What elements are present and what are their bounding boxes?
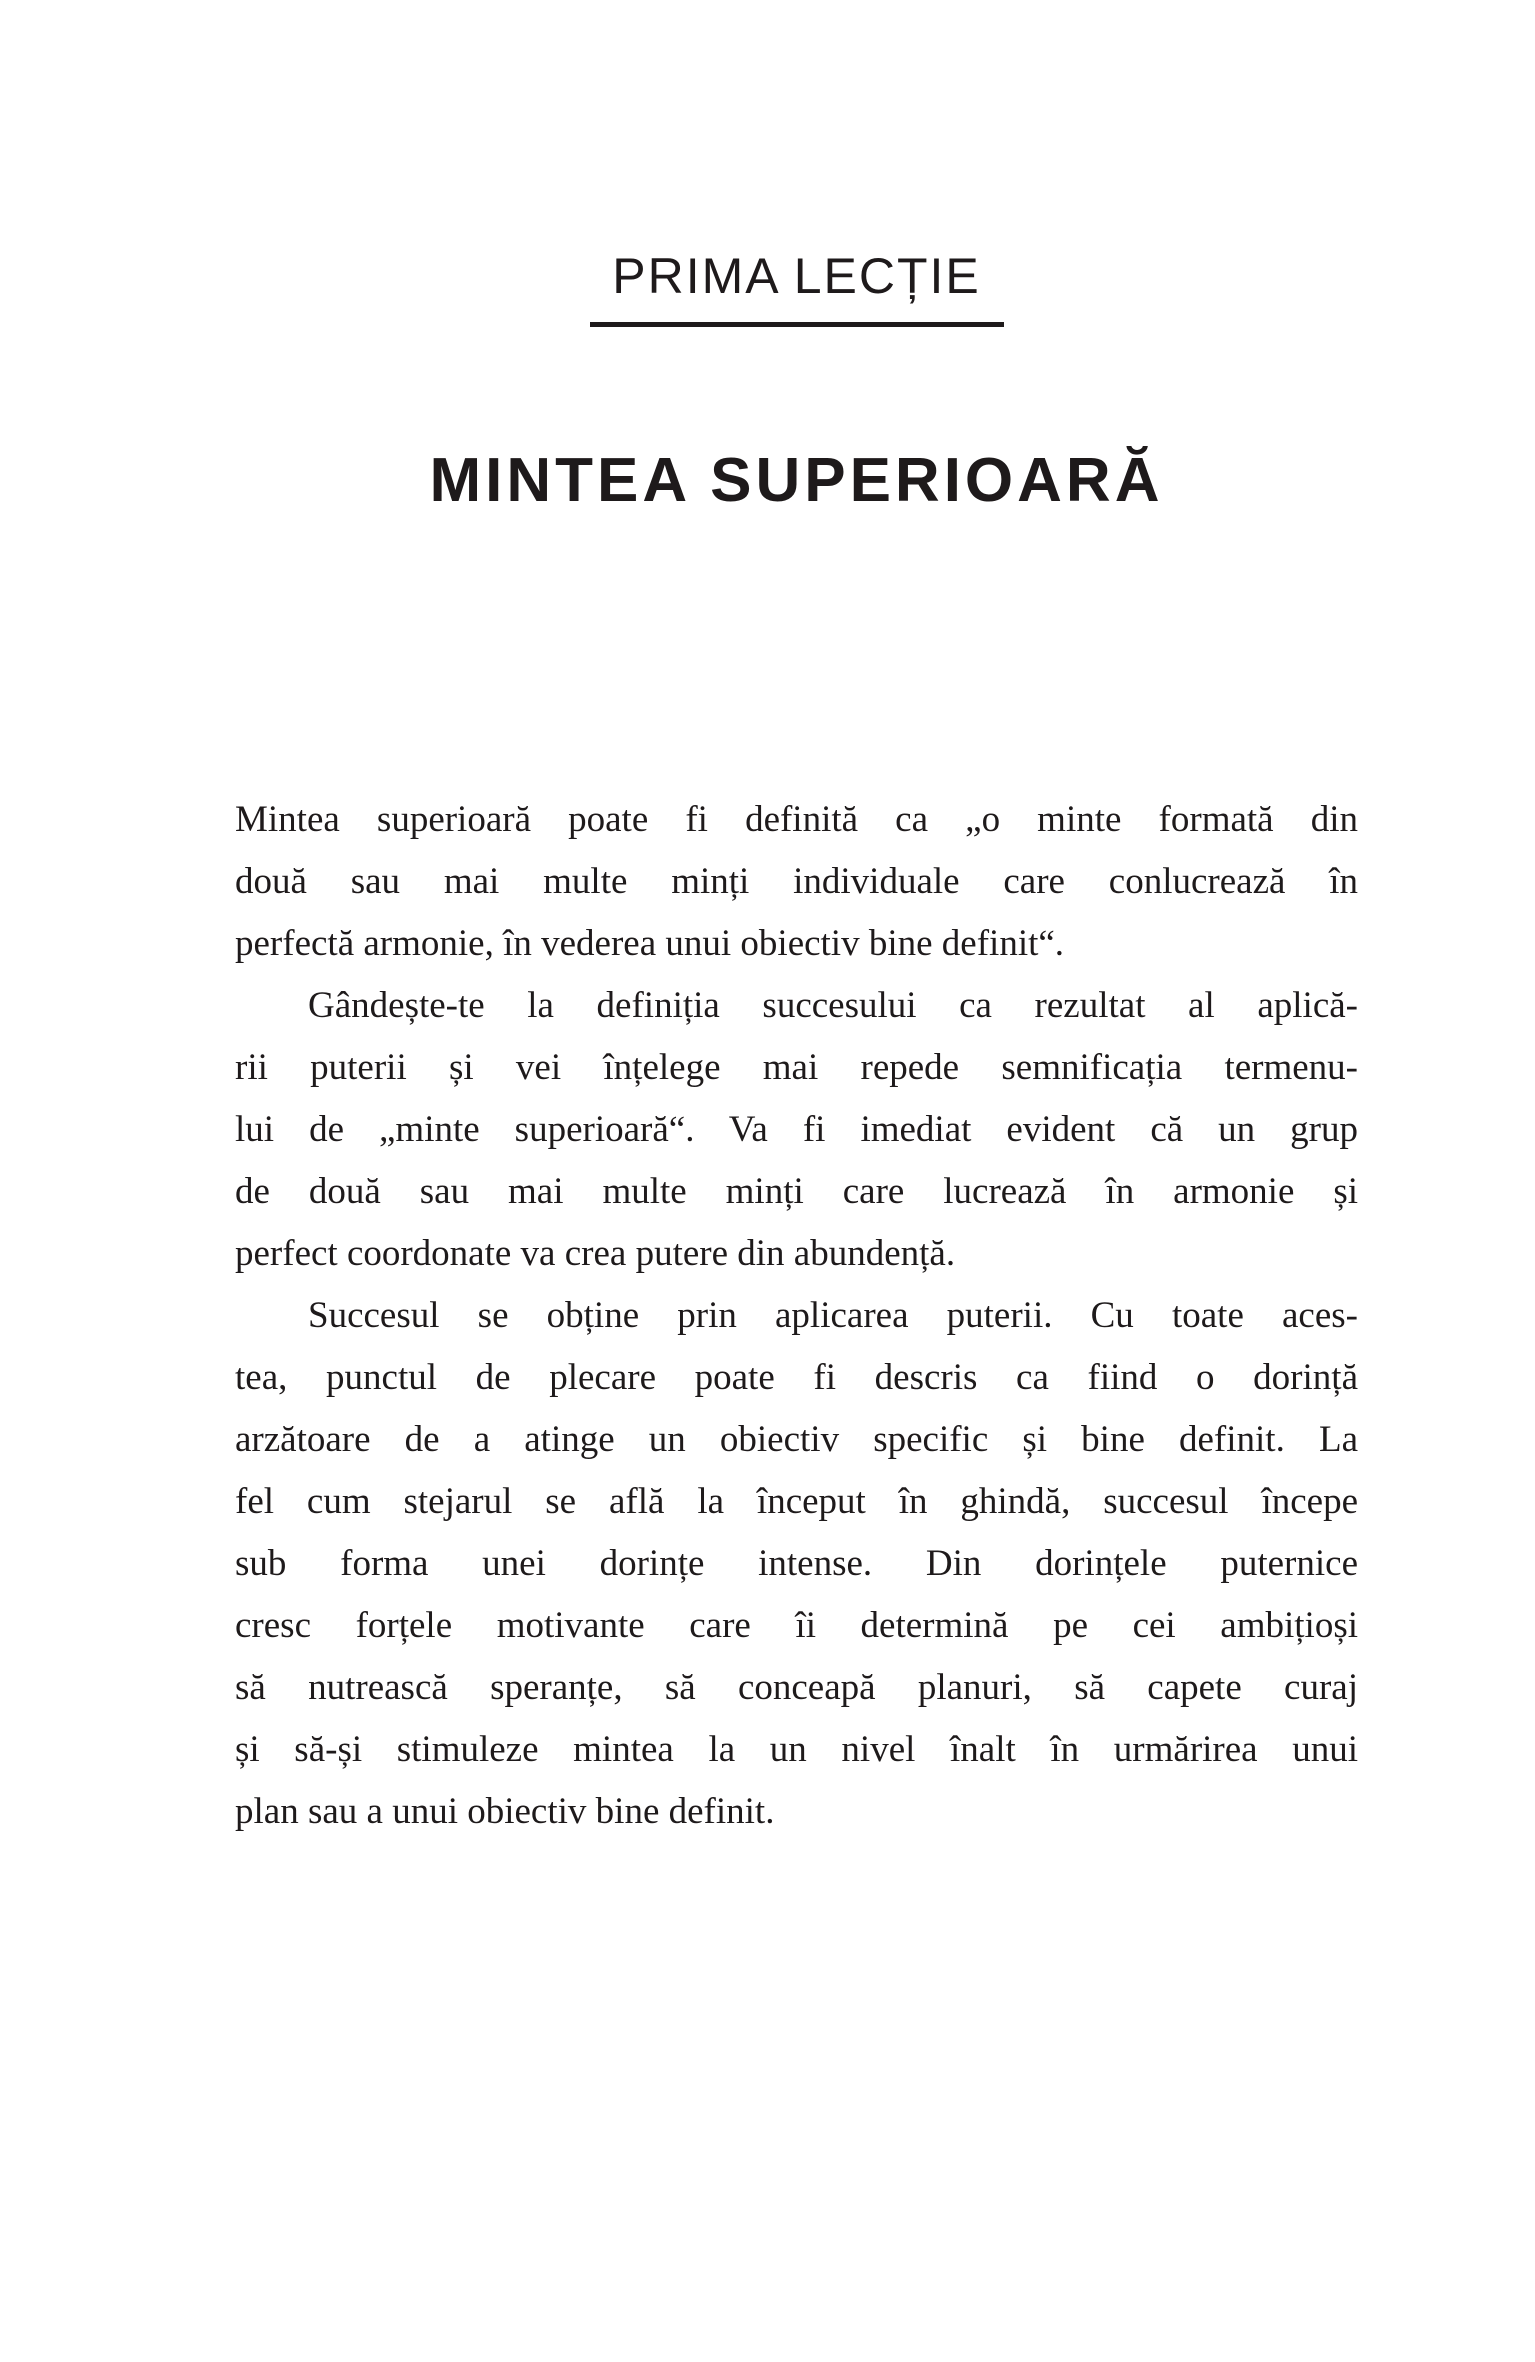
text-line: două sau mai multe minți individuale care conlucrează în	[235, 861, 1358, 902]
text-line: plan sau a unui obiectiv bine definit.	[235, 1791, 775, 1832]
text-block	[235, 0, 1358, 2362]
text-line: arzătoare de a atinge un obiectiv specific și bine definit. La	[235, 1419, 1358, 1460]
lesson-header	[235, 248, 1358, 327]
text-line: fel cum stejarul se află la început în ghindă, succesul începe	[235, 1481, 1358, 1522]
body-text	[235, 789, 1358, 1843]
text-line: perfect coordonate va crea putere din abundență.	[235, 1233, 956, 1274]
text-line: sub forma unei dorințe intense. Din dorințele puternice	[235, 1543, 1358, 1584]
text-line: tea, punctul de plecare poate fi descris ca fiind o dorință	[235, 1357, 1358, 1398]
header-underline	[590, 322, 1004, 327]
text-line: Succesul se obține prin aplicarea puterii. Cu toate aces-	[308, 1295, 1358, 1336]
text-line: Gândește-te la definiția succesului ca rezultat al aplică-	[308, 985, 1358, 1026]
text-line: Mintea superioară poate fi definită ca „o minte formată din	[235, 799, 1358, 840]
text-line: perfectă armonie, în vederea unui obiectiv bine definit“.	[235, 923, 1065, 964]
text-line: rii puterii și vei înțelege mai repede semnificația termenu-	[235, 1047, 1358, 1088]
paragraph	[235, 975, 1358, 1285]
lesson-label: PRIMA LECȚIE	[612, 248, 981, 304]
text-line: lui de „minte superioară“. Va fi imediat evident că un grup	[235, 1109, 1358, 1150]
paragraph	[235, 1285, 1358, 1843]
text-line: de două sau mai multe minți care lucrează în armonie și	[235, 1171, 1358, 1212]
text-line: să nutrească speranțe, să conceapă planuri, să capete curaj	[235, 1667, 1358, 1708]
paragraph	[235, 789, 1358, 975]
text-line: și să-și stimuleze mintea la un nivel înalt în urmărirea unui	[235, 1729, 1358, 1770]
chapter-title: MINTEA SUPERIOARĂ	[429, 446, 1164, 515]
text-line: cresc forțele motivante care îi determină pe cei ambițioși	[235, 1605, 1358, 1646]
